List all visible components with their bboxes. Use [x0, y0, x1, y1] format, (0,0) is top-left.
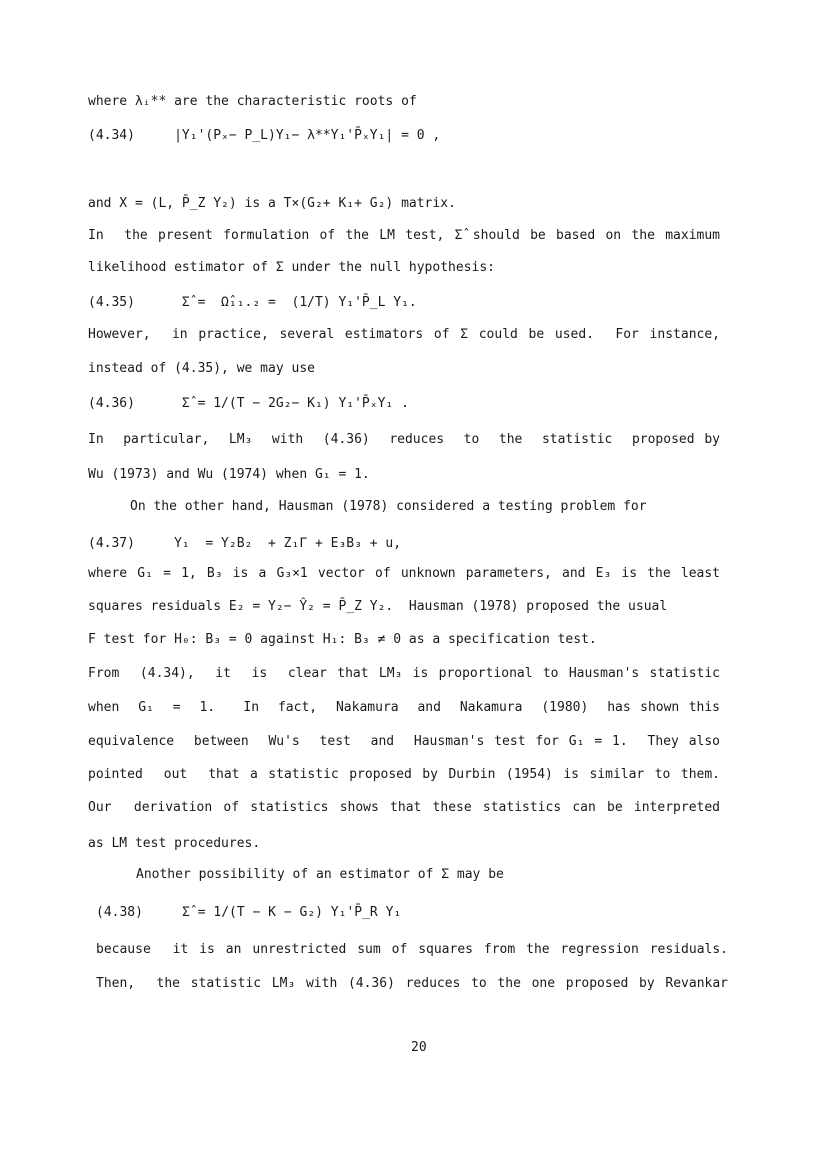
text-line: squares residuals E₂ = Y₂− Ŷ₂ = P̄_Z Y₂. Hausman (1978) proposed the usual — [88, 599, 668, 614]
text-line: Wu (1973) and Wu (1974) when G₁ = 1. — [88, 467, 370, 482]
text-line: In particular, LM₃ with (4.36) reduces to the statistic proposed by — [88, 432, 720, 447]
text-line: On the other hand, Hausman (1978) considered a testing problem for — [130, 499, 647, 514]
text-line: However, in practice, several estimators of Σ could be used. For instance, — [88, 327, 720, 342]
text-line: Another possibility of an estimator of Σ may be — [136, 867, 504, 882]
page-number: 20 — [411, 1040, 427, 1055]
text-line: instead of (4.35), we may use — [88, 361, 315, 376]
text-line: as LM test procedures. — [88, 836, 261, 851]
text-line: Our derivation of statistics shows that these statistics can be interpreted — [88, 800, 720, 815]
text-line: because it is an unrestricted sum of squares from the regression residuals. — [96, 942, 728, 957]
text-line: and X = (L, P̄_Z Y₂) is a T×(G₂+ K₁+ G₂) matrix. — [88, 196, 456, 211]
text-line: In the present formulation of the LM test, Σ̂ should be based on the maximum — [88, 228, 720, 243]
text-line: when G₁ = 1. In fact, Nakamura and Nakamura (1980) has shown this — [88, 700, 720, 715]
equation-4-37: (4.37) Y₁ = Y₂B₂ + Z₁Γ + E₃B₃ + u, — [88, 536, 402, 551]
equation-4-35: (4.35) Σ̂ = Ω̂₁₁.₂ = (1/T) Y₁'P̄_L Y₁. — [88, 295, 417, 310]
text-line: F test for H₀: B₃ = 0 against H₁: B₃ ≠ 0 as a specification test. — [88, 632, 597, 647]
text-line: Then, the statistic LM₃ with (4.36) reduces to the one proposed by Revankar — [96, 976, 728, 991]
equation-4-38: (4.38) Σ̂ = 1/(T − K − G₂) Y₁'P̄_R Y₁ — [96, 905, 402, 920]
text-line: pointed out that a statistic proposed by Durbin (1954) is similar to them. — [88, 767, 720, 782]
text-line: where λᵢ** are the characteristic roots of — [88, 94, 417, 109]
text-line: where G₁ = 1, B₃ is a G₃×1 vector of unknown parameters, and E₃ is the least — [88, 566, 720, 581]
text-line: likelihood estimator of Σ under the null hypothesis: — [88, 260, 495, 275]
equation-4-36: (4.36) Σ̂ = 1/(T − 2G₂− K₁) Y₁'P̄ₓY₁ . — [88, 396, 409, 411]
text-line: From (4.34), it is clear that LM₃ is proportional to Hausman's statistic — [88, 666, 720, 681]
text-line: equivalence between Wu's test and Hausman's test for G₁ = 1. They also — [88, 734, 720, 749]
equation-4-34: (4.34) |Y₁'(Pₓ− P_L)Y₁− λ**Y₁'P̄ₓY₁| = 0 , — [88, 128, 441, 143]
